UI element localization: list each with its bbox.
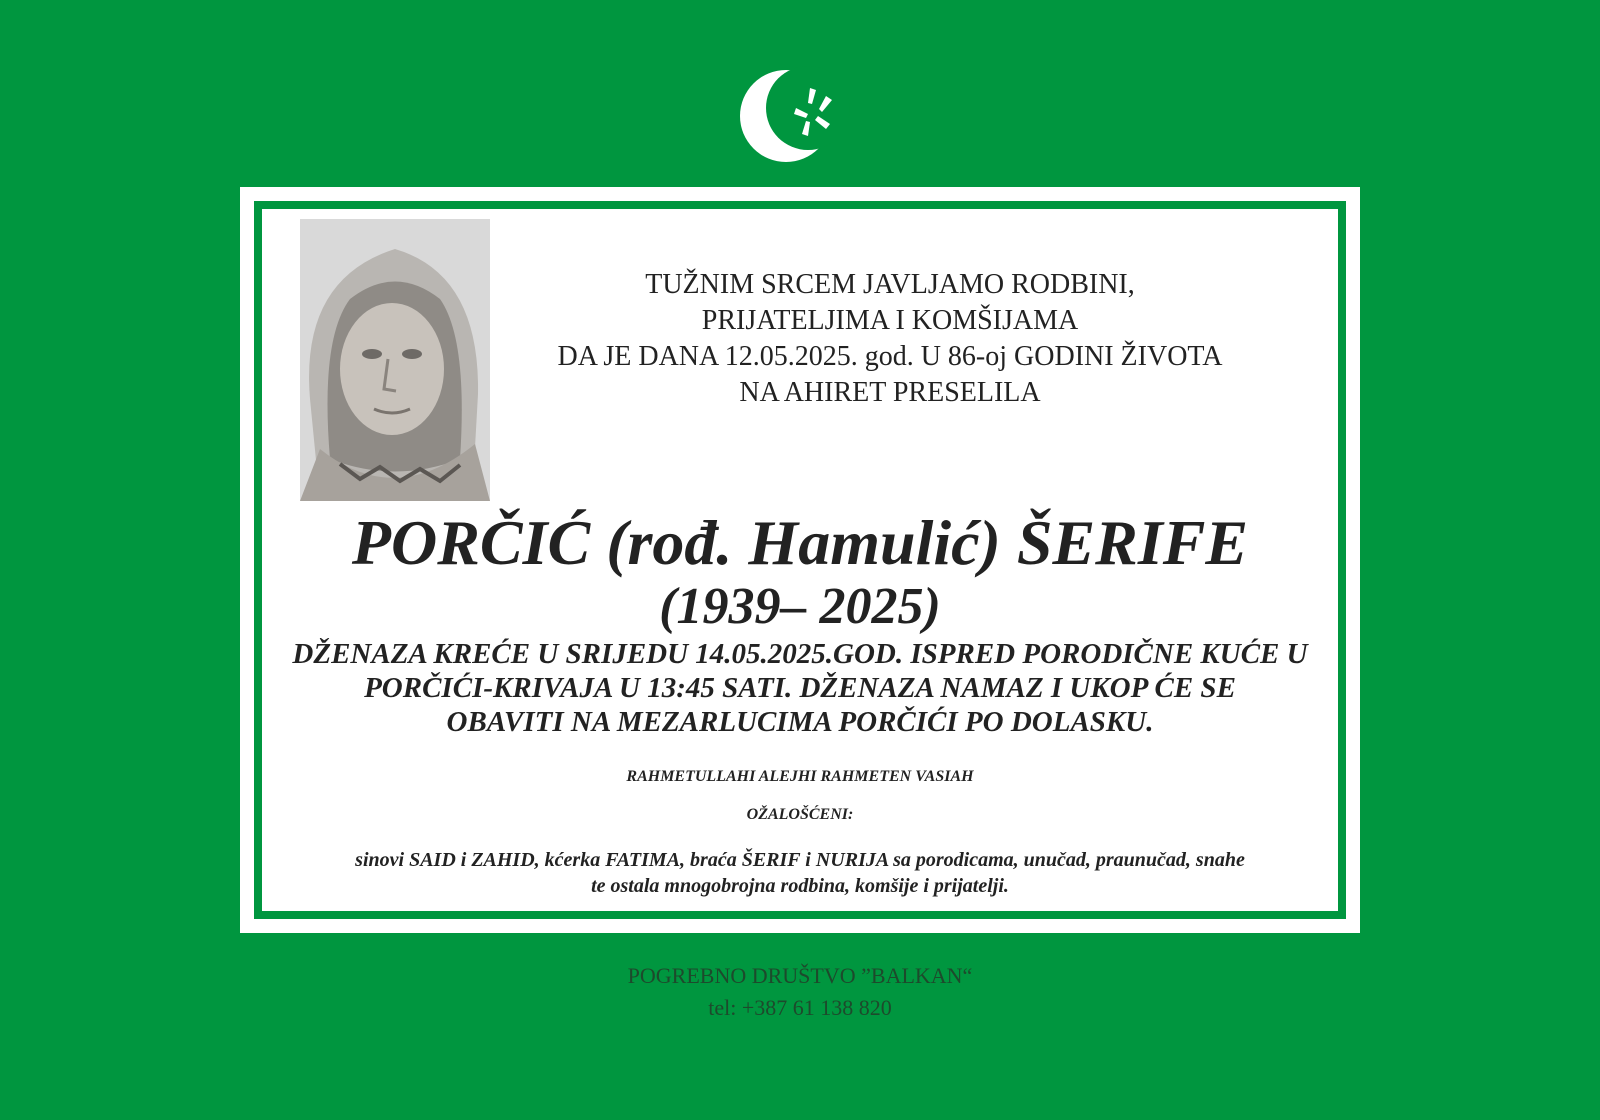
funeral-company: POGREBNO DRUŠTVO ”BALKAN“ bbox=[627, 963, 973, 988]
announcement-line: PRIJATELJIMA I KOMŠIJAMA bbox=[701, 305, 1079, 336]
funeral-details bbox=[240, 637, 1360, 739]
announcement-line: TUŽNIM SRCEM JAVLJAMO RODBINI, bbox=[645, 269, 1135, 300]
mourners-title: OŽALOŠĆENI: bbox=[746, 806, 854, 823]
deceased-name: PORČIĆ (rođ. Hamulić) ŠERIFE bbox=[351, 507, 1249, 578]
funeral-line: PORČIĆI-KRIVAJA U 13:45 SATI. DŽENAZA NAMAZ I UKOP ĆE SE bbox=[364, 672, 1236, 704]
mourners-line: te ostala mnogobrojna rodbina, komšije i prijatelji. bbox=[591, 875, 1009, 897]
crescent-star-icon bbox=[738, 58, 868, 178]
company-phone: tel: +387 61 138 820 bbox=[708, 995, 892, 1020]
announcement-line: NA AHIRET PRESELILA bbox=[739, 377, 1041, 408]
mourners-line: sinovi SAID i ZAHID, kćerka FATIMA, braća ŠERIF i NURIJA sa porodicama, unučad, praunučad, snahe bbox=[355, 849, 1245, 871]
funeral-line: DŽENAZA KREĆE U SRIJEDU 14.05.2025.GOD. ISPRED PORODIČNE KUĆE U bbox=[292, 638, 1308, 670]
mourners-list bbox=[240, 847, 1360, 899]
deceased-years: (1939– 2025) bbox=[659, 578, 941, 635]
deceased-portrait bbox=[300, 219, 490, 501]
announcement-line: DA JE DANA 12.05.2025. god. U 86-oj GODINI ŽIVOTA bbox=[557, 341, 1223, 372]
prayer-text: RAHMETULLAHI ALEJHI RAHMETEN VASIAH bbox=[626, 768, 974, 785]
funeral-line: OBAVITI NA MEZARLUCIMA PORČIĆI PO DOLASKU. bbox=[446, 706, 1154, 738]
footer bbox=[0, 960, 1600, 1024]
obituary-card bbox=[240, 187, 1360, 933]
announcement-text bbox=[540, 267, 1240, 411]
